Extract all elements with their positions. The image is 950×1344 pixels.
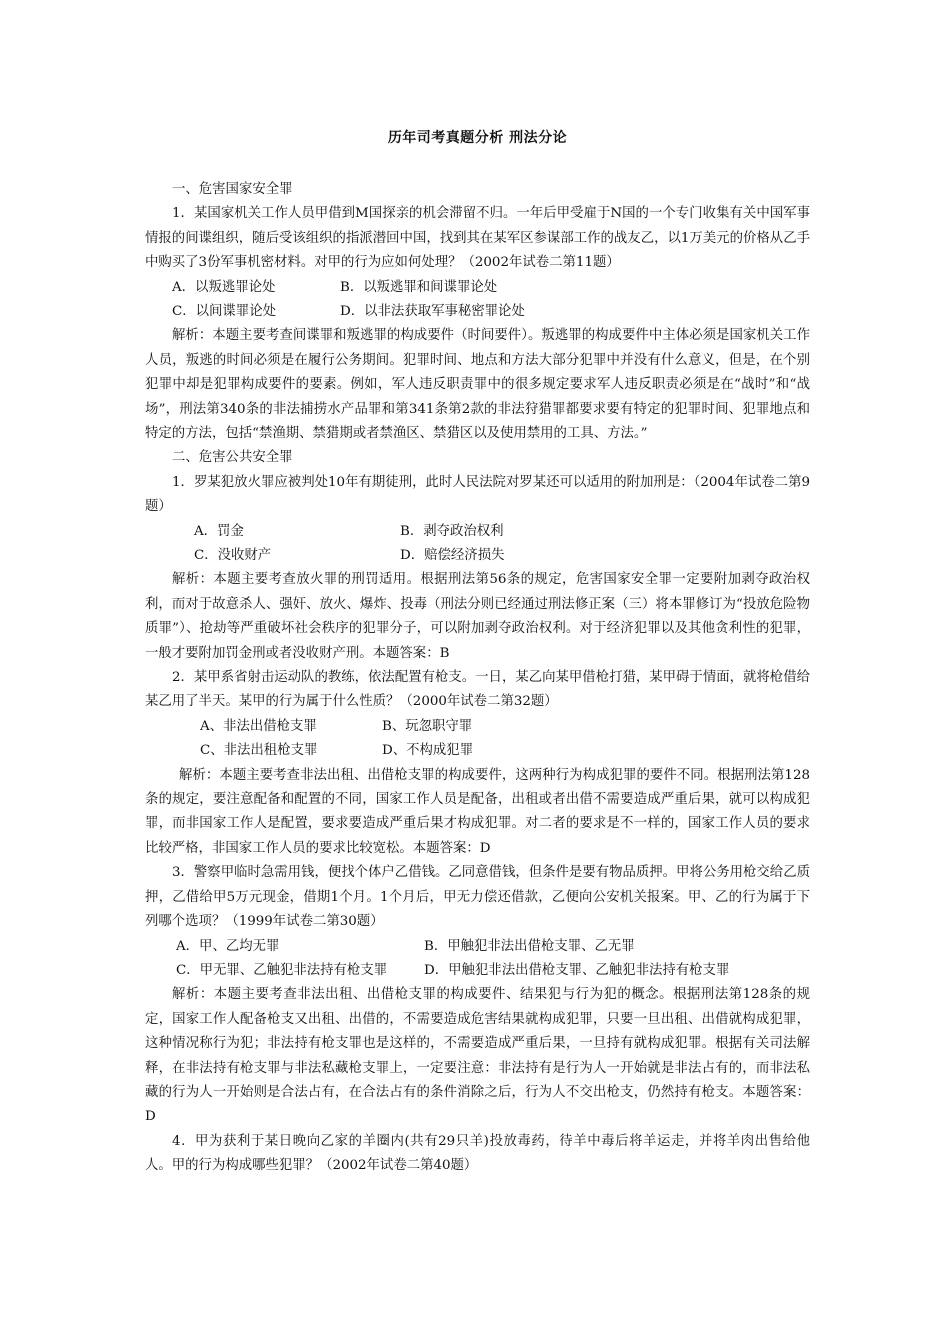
analysis-text: 解析：本题主要考查放火罪的刑罚适用。根据刑法第56条的规定，危害国家安全罪一定要附加剥夺政治权利，而对于故意杀人、强奸、放火、爆炸、投毒（刑法分则已经通过刑法修正案（三）将本罪修订为“投放危险物质罪”）、抢劫等严重破坏社会秩序的犯罪分子，可以附加剥夺政治权利。对于经济犯罪以及其他贪利性的犯罪，一般才要附加罚金刑或者没收财产刑。本题答案：B bbox=[145, 572, 810, 661]
option-c: C．甲无罪、乙触犯非法持有枪支罪 bbox=[176, 962, 388, 978]
option-a: A．罚金 bbox=[194, 523, 244, 539]
analysis-text: 解析：本题主要考查非法出租、出借枪支罪的构成要件，这两种行为构成犯罪的要件不同。根据刑法第128条的规定，要注意配备和配置的不同，国家工作人员是配备，出租或者出借不需要造成严重后果，就可以构成犯罪，而非国家工作人是配置，要求要造成严重后果才构成犯罪。对二者的要求是不一样的，国家工作人员的要求比较严格，非国家工作人员的要求比较宽松。本题答案：D bbox=[145, 767, 810, 856]
option-a: A．以叛逃罪论处 bbox=[172, 279, 276, 295]
option-a: A、非法出借枪支罪 bbox=[200, 718, 317, 734]
options-row bbox=[145, 739, 810, 763]
option-d: D．甲触犯非法出借枪支罪、乙触犯非法持有枪支罪 bbox=[424, 962, 730, 978]
page-title: 历年司考真题分析 刑法分论 bbox=[387, 130, 568, 146]
option-b: B、玩忽职守罪 bbox=[382, 718, 473, 734]
option-c: C．没收财产 bbox=[194, 548, 272, 564]
section-heading-2: 二、危害公共安全罪 bbox=[172, 450, 293, 466]
option-c: C、非法出租枪支罪 bbox=[200, 743, 318, 759]
options-row bbox=[145, 715, 810, 739]
question-text: 3．警察甲临时急需用钱，便找个体户乙借钱。乙同意借钱，但条件是要有物品质押。甲将公务用枪交给乙质押，乙借给甲5万元现金，借期1个月。1个月后，甲无力偿还借款，乙便向公安机关报案。甲、乙的行为属于下列哪个选项？（1999年试卷二第30题） bbox=[145, 865, 810, 930]
options-row bbox=[145, 935, 810, 959]
options-row bbox=[145, 300, 810, 324]
options-row bbox=[145, 520, 810, 544]
question-text: 2．某甲系省射击运动队的教练，依法配置有枪支。一日，某乙向某甲借枪打猎，某甲碍于情面，就将枪借给某乙用了半天。某甲的行为属于什么性质？（2000年试卷二第32题） bbox=[145, 670, 810, 710]
options-row bbox=[145, 276, 810, 300]
question-text: 1．某国家机关工作人员甲借到M国探亲的机会滞留不归。一年后甲受雇于N国的一个专门收集有关中国军事情报的间谍组织，随后受该组织的指派潜回中国，找到其在某军区参谋部工作的战友乙，以1万美元的价格从乙手中购买了3份军事机密材料。对甲的行为应如何处理？（2002年试卷二第11题） bbox=[145, 206, 810, 271]
option-b: B．剥夺政治权利 bbox=[400, 523, 504, 539]
document-body bbox=[145, 178, 810, 1179]
option-d: D．以非法获取军事秘密罪论处 bbox=[340, 304, 525, 320]
question-text: 1．罗某犯放火罪应被判处10年有期徒刑，此时人民法院对罗某还可以适用的附加刑是：（2004年试卷二第9题） bbox=[145, 474, 810, 515]
question-text: 4．甲为获利于某日晚向乙家的羊圈内(共有29只羊)投放毒药，待羊中毒后将羊运走，并将羊肉出售给他人。甲的行为构成哪些犯罪？（2002年试卷二第40题） bbox=[145, 1133, 810, 1174]
option-c: C．以间谍罪论处 bbox=[172, 304, 276, 320]
option-a: A．甲、乙均无罪 bbox=[176, 938, 280, 954]
options-row bbox=[145, 959, 810, 983]
analysis-text: 解析：本题主要考查非法出租、出借枪支罪的构成要件、结果犯与行为犯的概念。根据刑法第128条的规定，国家工作人配备枪支又出租、出借的，不需要造成危害结果就构成犯罪，只要一旦出租、出借就构成犯罪，这种情况称行为犯；非法持有枪支罪也是这样的，不需要造成严重后果，一旦持有就构成犯罪。根据有关司法解释，在非法持有枪支罪与非法私藏枪支罪上，一定要注意：非法持有是行为人一开始就是非法占有的，而非法私藏的行为人一开始则是合法占有，在合法占有的条件消除之后，行为人不交出枪支，仍然持有枪支。本题答案：D bbox=[145, 987, 810, 1125]
option-d: D．赔偿经济损失 bbox=[400, 548, 505, 564]
analysis-text: 解析：本题主要考查间谍罪和叛逃罪的构成要件（时间要件）。叛逃罪的构成要件中主体必须是国家机关工作人员，叛逃的时间必须是在履行公务期间。犯罪时间、地点和方法大部分犯罪中并没有什么意义，但是，在个别犯罪中却是犯罪构成要件的要素。例如，军人违反职责罪中的很多规定要求军人违反职责必须是在“战时”和“战场”，刑法第340条的非法捕捞水产品罪和第341条第2款的非法狩猎罪都要求要有特定的犯罪时间、犯罪地点和特定的方法，包括“禁渔期、禁猎期或者禁渔区、禁猎区以及使用禁用的工具、方法。” bbox=[145, 328, 810, 442]
section-heading-1: 一、危害国家安全罪 bbox=[172, 182, 293, 197]
option-b: B．甲触犯非法出借枪支罪、乙无罪 bbox=[424, 938, 635, 954]
options-row bbox=[145, 544, 810, 568]
option-b: B．以叛逃罪和间谍罪论处 bbox=[340, 279, 498, 295]
option-d: D、不构成犯罪 bbox=[382, 743, 474, 759]
